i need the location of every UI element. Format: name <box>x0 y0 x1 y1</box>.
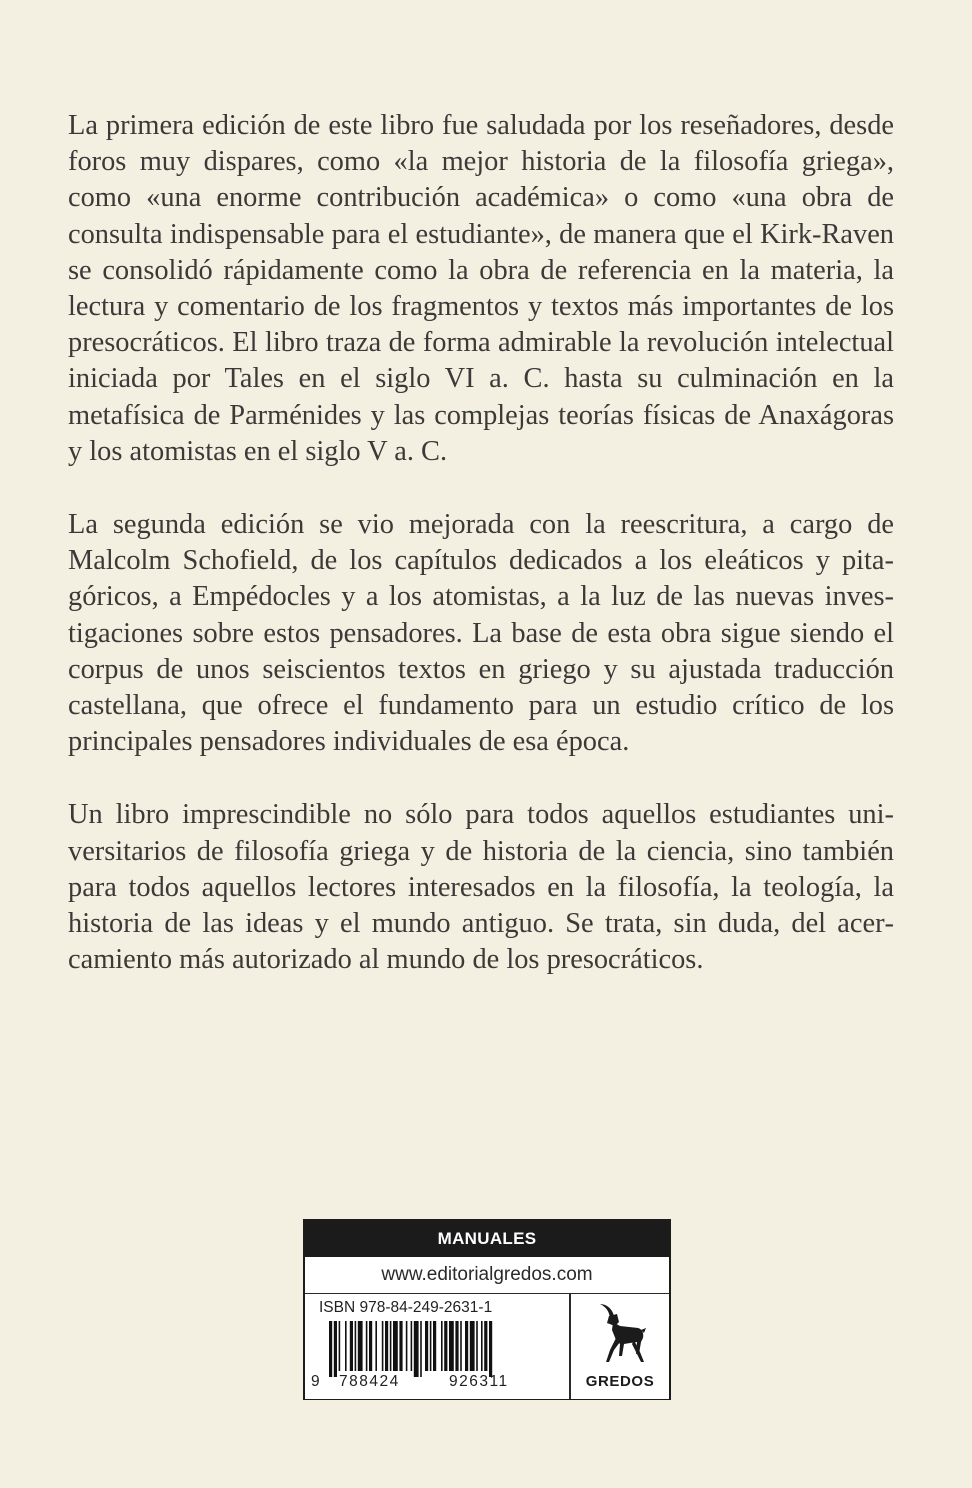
barcode-bar <box>385 1321 388 1371</box>
barcode-bar <box>358 1321 363 1371</box>
barcode-bar <box>449 1321 454 1371</box>
isbn-logo-row <box>305 1294 669 1399</box>
isbn-label: ISBN 978-84-249-2631-1 <box>319 1299 493 1316</box>
blurb-paragraph-1: La primera edición de este libro fue saludada por los reseñadores, desde foros muy dispares, como «la mejor historia de la filosofía griega», como «una enorme contribución académica» o como «una obra de consulta indispensable para el estudiante», de manera que el Kirk-Raven se consolidó rápidamente como la obra de referencia en la materia, la lectura y comentario de los fragmentos y textos más importantes de los presocráticos. El libro traza de forma admirable la revolución intelectual iniciada por Tales en el siglo VI a. C. hasta su culminación en la metafísica de Parménides y las complejas teorías físicas de Anaxágoras y los atomistas en el siglo V a. C. <box>68 110 894 467</box>
barcode-bar <box>489 1321 492 1377</box>
barcode-bar <box>334 1321 337 1377</box>
barcode-bar <box>350 1321 353 1371</box>
barcode-bar <box>484 1321 487 1371</box>
barcode-bar <box>433 1321 436 1371</box>
barcode-bar <box>329 1321 332 1377</box>
barcode-icon <box>309 1321 565 1377</box>
barcode-bar <box>339 1321 341 1371</box>
barcode-bar <box>345 1321 347 1371</box>
publisher-name: GREDOS <box>585 1373 655 1390</box>
publisher-website: www.editorialgredos.com <box>305 1257 669 1294</box>
barcode-bar <box>425 1321 428 1371</box>
back-cover-blurb <box>68 108 894 1015</box>
blurb-paragraph-3: Un libro imprescindible no sólo para todos aquellos estudiantes universitarios de filosofía griega y de historia de la ciencia, sino también para todos aquellos lectores interesados en la filosofía, la teología, la historia de las ideas y el mundo antiguo. Se trata, sin duda, del acercamiento más autorizado al mundo de los presocráticos. <box>68 799 894 976</box>
barcode-bar <box>366 1321 368 1371</box>
barcode-bar <box>455 1321 458 1371</box>
barcode-bar <box>369 1321 372 1371</box>
barcode-digit-first: 9 <box>311 1373 320 1390</box>
ibex-icon <box>594 1302 648 1370</box>
blurb-paragraph-2: La segunda edición se vio mejorada con la reescritura, a cargo de Malcolm Schofield, de los capítulos dedicados a los eleáticos y pitagóricos, a Empédocles y a los atomistas, a la luz de las nuevas investigaciones sobre estos pensadores. La base de esta obra sigue siendo el corpus de unos seiscientos textos en griego y su ajustada traducción castellana, que ofrece el fundamento para un estudio crítico de los principales pensadores individuales de esa época. <box>68 509 894 758</box>
barcode-bar <box>470 1321 475 1371</box>
barcode-bar <box>390 1321 392 1371</box>
barcode-bar <box>476 1321 478 1371</box>
barcode-bar <box>414 1321 419 1377</box>
barcode-bar <box>406 1321 408 1371</box>
barcode-bar <box>481 1321 483 1371</box>
barcode-digits-left: 788424 <box>339 1373 400 1390</box>
publisher-info-box <box>303 1219 671 1400</box>
barcode-bar <box>399 1321 402 1371</box>
barcode-block <box>309 1297 565 1397</box>
barcode-bar <box>460 1321 462 1371</box>
barcode-bar <box>411 1321 413 1371</box>
barcode-bar <box>355 1321 357 1371</box>
barcode-bar <box>465 1321 468 1371</box>
barcode-bar <box>444 1321 447 1371</box>
barcode-bar <box>393 1321 398 1371</box>
publisher-logo <box>571 1294 669 1399</box>
series-label: MANUALES <box>305 1221 669 1257</box>
barcode-bar <box>420 1321 422 1377</box>
barcode-bar <box>430 1321 432 1371</box>
barcode-bar <box>375 1321 377 1371</box>
barcode-bar <box>441 1321 443 1371</box>
barcode-digits-right: 926311 <box>449 1373 509 1390</box>
barcode-bar <box>382 1321 384 1371</box>
